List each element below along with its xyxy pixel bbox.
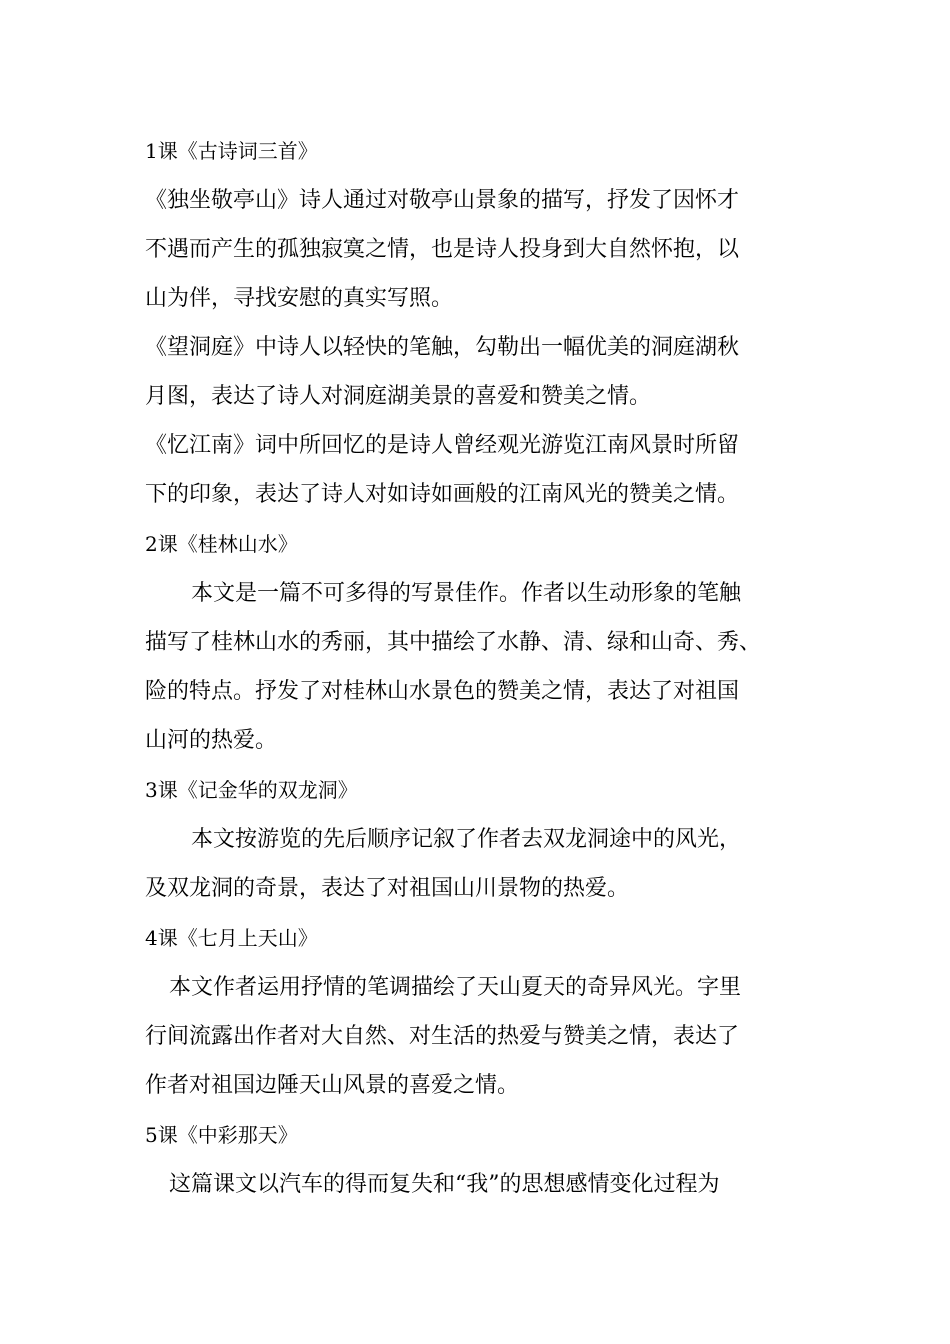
text-line: 作者对祖国边陲天山风景的喜爱之情。 [145,1073,520,1098]
text-line: 描写了桂林山水的秀丽，其中描绘了水静、清、绿和山奇、秀、 [145,630,762,655]
text-line: 下的印象，表达了诗人对如诗如画般的江南风光的赞美之情。 [145,482,740,507]
text-line: 月图，表达了诗人对洞庭湖美景的喜爱和赞美之情。 [145,384,652,409]
section-lesson-4 [145,913,835,1110]
paragraph [145,963,835,1110]
paragraph [145,421,835,519]
text-line: 《独坐敬亭山》诗人通过对敬亭山景象的描写，抒发了因怀才 [145,188,740,213]
section-heading: 1课《古诗词三首》 [145,139,318,163]
text-line: 不遇而产生的孤独寂寞之情，也是诗人投身到大自然怀抱，以 [145,237,740,262]
text-line: 险的特点。抒发了对桂林山水景色的赞美之情，表达了对祖国 [145,679,740,704]
text-line: 《忆江南》词中所回忆的是诗人曾经观光游览江南风景时所留 [145,433,740,458]
section-lesson-3 [145,765,835,913]
section-heading: 2课《桂林山水》 [145,532,298,556]
section-lesson-2 [145,519,835,765]
text-line: 山河的热爱。 [145,728,278,753]
text-line: 本文作者运用抒情的笔调描绘了天山夏天的奇异风光。字里 [169,975,742,1000]
section-lesson-5 [145,1110,835,1209]
text-line: 及双龙洞的奇景，表达了对祖国山川景物的热爱。 [145,876,630,901]
paragraph [145,569,835,765]
paragraph [145,815,835,913]
section-heading: 4课《七月上天山》 [145,926,318,950]
text-line: 山为伴，寻找安慰的真实写照。 [145,286,454,311]
section-lesson-1 [145,126,835,519]
text-line: 这篇课文以汽车的得而复失和“我”的思想感情变化过程为 [169,1172,720,1197]
section-heading: 3课《记金华的双龙洞》 [145,778,358,802]
text-line: 《望洞庭》中诗人以轻快的笔触，勾勒出一幅优美的洞庭湖秋 [145,335,740,360]
text-line: 行间流露出作者对大自然、对生活的热爱与赞美之情，表达了 [145,1024,740,1049]
paragraph [145,323,835,421]
paragraph [145,176,835,323]
paragraph [145,1160,835,1209]
text-line: 本文是一篇不可多得的写景佳作。作者以生动形象的笔触 [191,581,742,606]
text-line: 本文按游览的先后顺序记叙了作者去双龙洞途中的风光， [191,827,742,852]
section-heading: 5课《中彩那天》 [145,1123,298,1147]
document-page [145,126,835,1209]
